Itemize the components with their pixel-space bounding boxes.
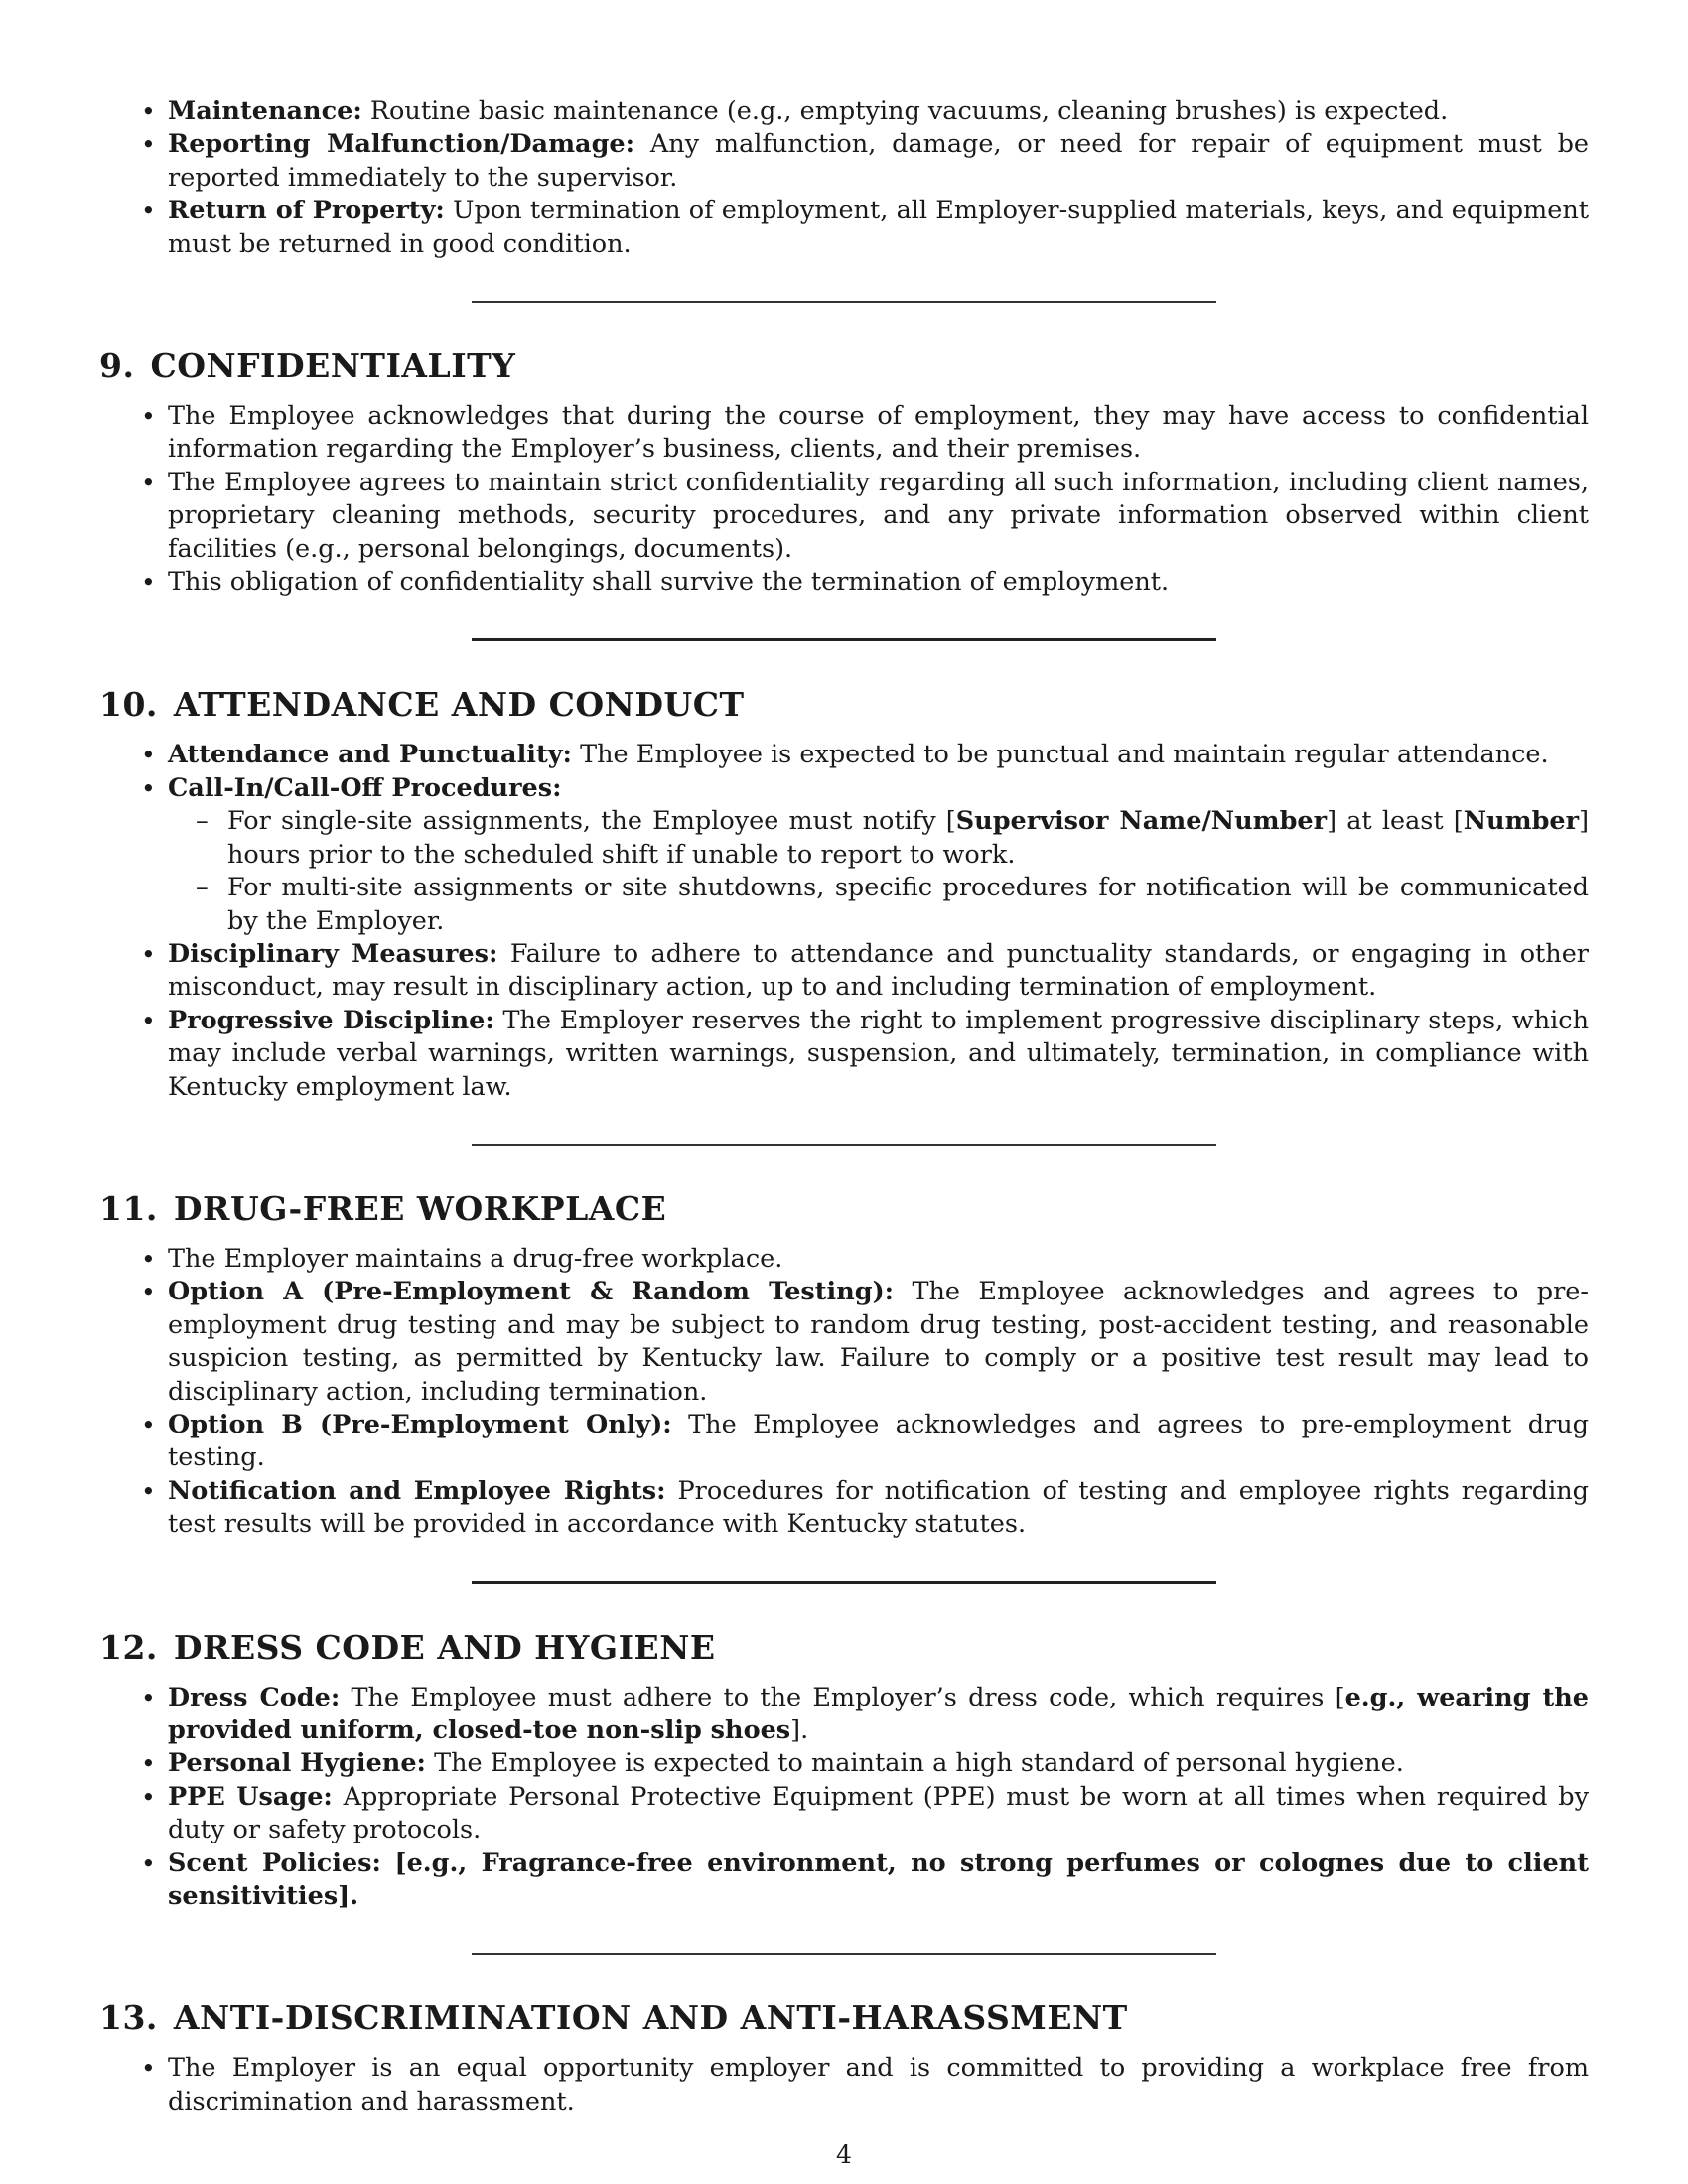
- section11-list: [99, 1243, 1589, 1542]
- section-heading-attendance: 10. ATTENDANCE AND CONDUCT: [99, 685, 745, 725]
- sub-list-item: – For multi-site assignments or site shutdowns, specific procedures for notification will be communicated by the Employer.: [168, 872, 1589, 938]
- list-item: • Attendance and Punctuality: The Employee is expected to be punctual and maintain regular attendance.: [99, 739, 1589, 771]
- list-item: • Option B (Pre-Employment Only): The Employee acknowledges and agrees to pre-employment drug testing.: [99, 1409, 1589, 1475]
- list-item: • Scent Policies: [e.g., Fragrance-free environment, no strong perfumes or colognes due to client sensitivities].: [99, 1847, 1589, 1914]
- list-item: • Return of Property: Upon termination of employment, all Employer-supplied materials, keys, and equipment must be returned in good condition.: [99, 195, 1589, 261]
- list-item: • Maintenance: Routine basic maintenance (e.g., emptying vacuums, cleaning brushes) is expected.: [99, 95, 1589, 128]
- section-heading-dress-code: 12. DRESS CODE AND HYGIENE: [99, 1627, 716, 1667]
- list-item: • Dress Code: The Employee must adhere to the Employer’s dress code, which requires [e.g., wearing the provided uniform, closed-toe non-slip shoes].: [99, 1682, 1589, 1748]
- list-item: • The Employer is an equal opportunity employer and is committed to providing a workplace free from discrimination and harassment.: [99, 2052, 1589, 2118]
- list-item: • The Employee agrees to maintain strict confidentiality regarding all such information, including client names, proprietary cleaning methods, security procedures, and any private information observed within client facilities (e.g., personal belongings, documents).: [99, 467, 1589, 566]
- list-item: • Progressive Discipline: The Employer reserves the right to implement progressive disciplinary steps, which may include verbal warnings, written warnings, suspension, and ultimately, termination, in compliance with Kentucky employment law.: [99, 1005, 1589, 1104]
- section13-list: [99, 2052, 1589, 2118]
- list-item: • The Employer maintains a drug-free workplace.: [99, 1243, 1589, 1276]
- list-item: • Notification and Employee Rights: Procedures for notification of testing and employee rights regarding test results will be provided in accordance with Kentucky statutes.: [99, 1475, 1589, 1542]
- callin-sublist: [168, 805, 1589, 938]
- list-item: • PPE Usage: Appropriate Personal Protective Equipment (PPE) must be worn at all times when required by duty or safety protocols.: [99, 1781, 1589, 1847]
- sub-list-item: – For single-site assignments, the Employee must notify [Supervisor Name/Number] at least [Number] hours prior to the scheduled shift if unable to report to work.: [168, 805, 1589, 872]
- page-number: 4: [836, 2140, 852, 2169]
- list-item: • Call-In/Call-Off Procedures: – For single-site assignments, the Employee must notify [Supervisor Name/Number] at least [Number] hours prior to the scheduled shift if unable to report to work. – For multi-site assignments or site shutdowns, specific procedures for notification will be communicated by the Employer.: [99, 772, 1589, 938]
- section8-list: [99, 95, 1589, 261]
- list-item: • Personal Hygiene: The Employee is expected to maintain a high standard of personal hygiene.: [99, 1747, 1589, 1780]
- section-heading-confidentiality: 9. CONFIDENTIALITY: [99, 346, 516, 386]
- section12-list: [99, 1682, 1589, 1914]
- section-heading-drug-free: 11. DRUG-FREE WORKPLACE: [99, 1188, 667, 1228]
- list-item: • Option A (Pre-Employment & Random Testing): The Employee acknowledges and agrees to pre-employment drug testing and may be subject to random drug testing, post-accident testing, and reasonable suspicion testing, as permitted by Kentucky law. Failure to comply or a positive test result may lead to disciplinary action, including termination.: [99, 1276, 1589, 1409]
- list-item: • Disciplinary Measures: Failure to adhere to attendance and punctuality standards, or engaging in other misconduct, may result in disciplinary action, up to and including termination of employment.: [99, 938, 1589, 1005]
- page-content: [99, 95, 1589, 2118]
- section10-list: [99, 739, 1589, 1103]
- section-heading-anti-discrimination: 13. ANTI-DISCRIMINATION AND ANTI-HARASSMENT: [99, 1998, 1128, 2038]
- list-item: • This obligation of confidentiality shall survive the termination of employment.: [99, 566, 1589, 599]
- list-item: • Reporting Malfunction/Damage: Any malfunction, damage, or need for repair of equipment must be reported immediately to the supervisor.: [99, 128, 1589, 195]
- section9-list: [99, 400, 1589, 599]
- list-item: • The Employee acknowledges that during the course of employment, they may have access to confidential information regarding the Employer’s business, clients, and their premises.: [99, 400, 1589, 467]
